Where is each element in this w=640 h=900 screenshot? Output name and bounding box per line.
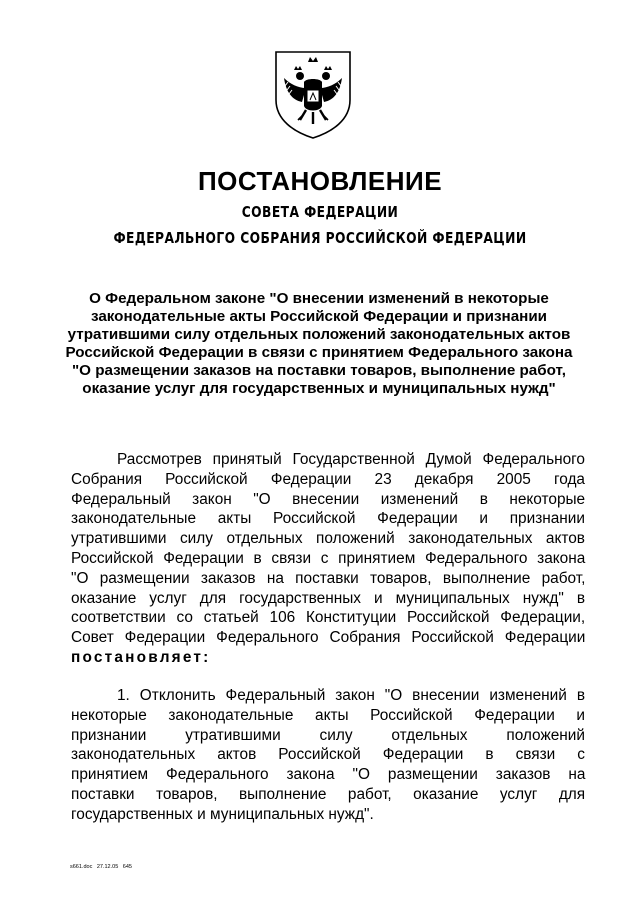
- heading-line: "О размещении заказов на поставки товаров, выполнение работ,: [71, 362, 567, 379]
- body-line: соответствии со статьей 106 Конституции Российской Федерации,: [71, 609, 586, 627]
- resolution-heading: [54, 290, 584, 398]
- body-line: Собрания Российской Федерации 23 декабря 2005 года: [71, 470, 585, 488]
- body-line: законодательные акты Российской Федерации и признании: [71, 510, 585, 528]
- heading-line: О Федеральном законе "О внесении изменений в некоторые: [89, 290, 549, 307]
- document-subtitle-line1: СОВЕТА ФЕДЕРАЦИИ: [241, 203, 399, 221]
- body-line: законодательных актов Российской Федерации в связи с: [71, 746, 585, 764]
- body-line: Совет Федерации Федерального Собрания Российской Федерации: [71, 629, 586, 647]
- resolves-word: постановляет:: [71, 648, 211, 666]
- decision-paragraph: [71, 686, 585, 825]
- document-subtitle-line2: ФЕДЕРАЛЬНОГО СОБРАНИЯ РОССИЙСКОЙ ФЕДЕРАЦИИ: [113, 229, 527, 247]
- preamble-paragraph: [71, 450, 585, 668]
- body-line: государственных и муниципальных нужд".: [71, 805, 374, 823]
- file-reference-footer: s661.doc 27.12.05 645: [70, 864, 132, 870]
- heading-line: законодательные акты Российской Федерации и признании: [90, 308, 548, 325]
- document-title: ПОСТАНОВЛЕНИЕ: [197, 166, 443, 196]
- body-line: Рассмотрев принятый Государственной Думой Федерального: [117, 451, 585, 468]
- heading-line: утратившими силу отдельных положений законодательных актов: [67, 326, 571, 343]
- body-line: "О размещении заказов на поставки товаров, выполнение работ,: [71, 569, 586, 587]
- body-line: 1. Отклонить Федеральный закон "О внесении изменений в: [117, 687, 585, 704]
- body-line: Федеральный закон "О внесении изменений в некоторые: [71, 490, 586, 508]
- body-line: некоторые законодательные акты Российской Федерации и: [71, 706, 585, 724]
- body-line: поставки товаров, выполнение работ, оказание услуг для: [71, 785, 586, 803]
- double-headed-eagle-icon: [272, 48, 354, 140]
- body-line: утратившими силу отдельных положений законодательных актов: [71, 530, 585, 548]
- body-line: оказание услуг для государственных и муниципальных нужд" в: [71, 589, 585, 607]
- body-line: Российской Федерации в связи с принятием Федерального закона: [71, 549, 586, 567]
- heading-line: Российской Федерации в связи с принятием Федерального закона: [65, 344, 573, 361]
- body-line: признании утратившими силу отдельных положений: [71, 726, 585, 744]
- body-line: принятием Федерального закона "О размещении заказов на: [71, 766, 586, 784]
- heading-line: оказание услуг для государственных и муниципальных нужд": [82, 380, 556, 397]
